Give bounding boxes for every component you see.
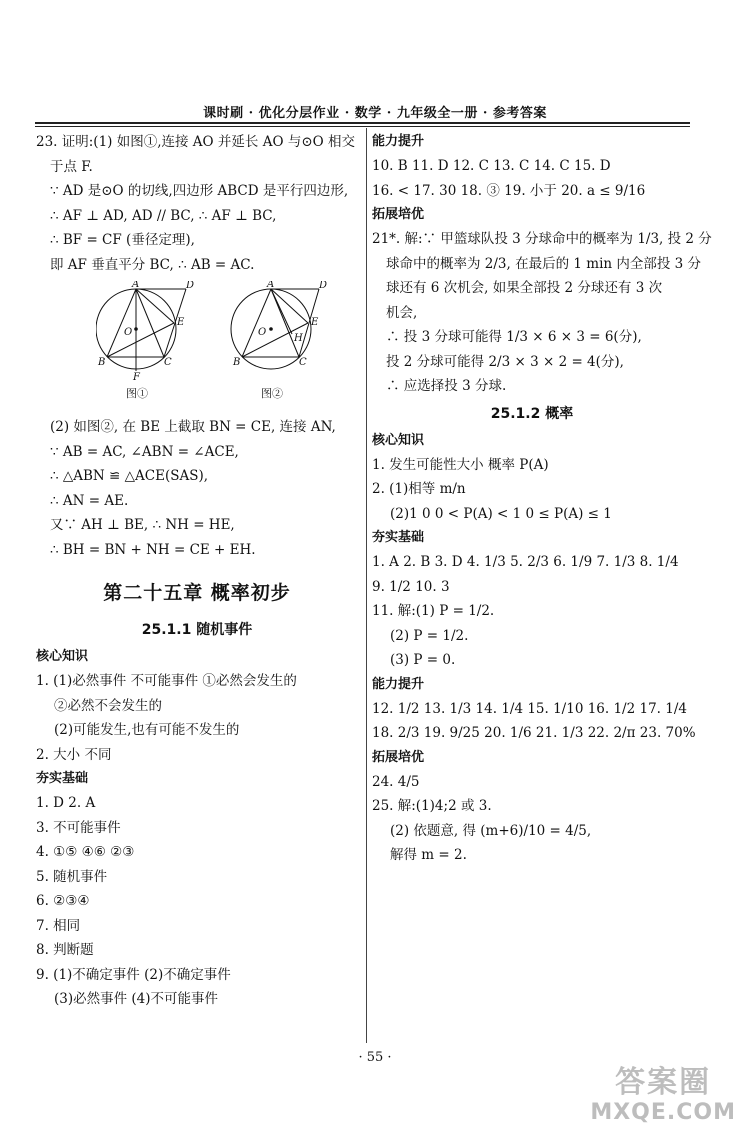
label-f: F — [133, 372, 140, 383]
ext-line: ∴ 投 3 分球可能得 1/3 × 6 × 3 = 6(分), — [386, 329, 642, 345]
extension-title: 拓展培优 — [372, 207, 425, 222]
basic-line: (3)必然事件 (4)不可能事件 — [54, 991, 219, 1007]
label-d-2: D — [319, 281, 328, 291]
page-header: 课时刷 · 优化分层作业 · 数学 · 九年级全一册 · 参考答案 — [203, 106, 547, 121]
basic2-line: 9. 1/2 10. 3 — [372, 578, 450, 595]
extension-title-2: 拓展培优 — [372, 749, 425, 765]
basic-line: 4. ①⑤ ④⑥ ②③ — [36, 844, 135, 860]
geometry-figures — [36, 281, 358, 413]
core-knowledge-title-2: 核心知识 — [372, 432, 425, 448]
ability-title-2: 能力提升 — [372, 676, 425, 692]
label-a-2: A — [267, 281, 275, 290]
ext-line: 球还有 6 次机会, 如果全部投 2 分球还有 3 次 — [386, 280, 663, 296]
core-line: 2. 大小 不同 — [36, 746, 112, 763]
core-line: 1. (1)必然事件 不可能事件 ①必然会发生的 — [36, 673, 297, 689]
ability-title: 能力提升 — [372, 134, 425, 149]
watermark-line2: MXQE.COM — [590, 1100, 736, 1125]
column-divider — [366, 128, 367, 1043]
basic-line: 7. 相同 — [36, 917, 81, 934]
q23-line: ∵ AD 是⊙O 的切线,四边形 ABCD 是平行四边形, — [50, 183, 349, 199]
section-title: 25.1.1 随机事件 — [141, 622, 253, 638]
left-column — [36, 130, 358, 1012]
watermark-line1: 答案圈 — [615, 1065, 712, 1100]
basic2-line: 1. A 2. B 3. D 4. 1/3 5. 2/3 6. 1/9 7. 1/3 8. 1/4 — [372, 554, 679, 570]
q23b-line: ∵ AB = AC, ∠ABN = ∠ACE, — [50, 443, 239, 460]
label-b-2: B — [233, 357, 241, 368]
basic-line: 8. 判断题 — [36, 942, 94, 958]
basic2-line: 11. 解:(1) P = 1/2. — [372, 603, 495, 619]
core-line: (2)可能发生,也有可能不发生的 — [54, 722, 240, 738]
ext-line: 投 2 分球可能得 2/3 × 3 × 2 = 4(分), — [386, 353, 624, 370]
ability-line: 10. B 11. D 12. C 13. C 14. C 15. D — [372, 158, 611, 174]
core2-line: 2. (1)相等 m/n — [372, 481, 466, 497]
watermark-logo — [590, 1065, 736, 1128]
basic-line: 3. 不可能事件 — [36, 819, 121, 836]
ability2-line: 18. 2/3 19. 9/25 20. 1/6 21. 1/3 22. 2/π 23. 70% — [372, 725, 696, 741]
basic-line: 1. D 2. A — [36, 795, 96, 811]
header-rule-thin — [35, 126, 690, 127]
label-e: E — [177, 317, 185, 328]
fig2-caption: 图② — [261, 387, 283, 400]
ability-line: 16. < 17. 30 18. ③ 19. 小于 20. a ≤ 9/16 — [372, 182, 646, 199]
label-c: C — [164, 357, 172, 368]
q23-line: ∴ BF = CF (垂径定理), — [50, 232, 195, 248]
ext2-line: 24. 4/5 — [372, 773, 420, 790]
q23b-line: ∴ △ABN ≌ △ACE(SAS), — [50, 468, 209, 484]
ext2-line: (2) 依题意, 得 (m+6)/10 = 4/5, — [390, 822, 592, 839]
q23b-line: 又∵ AH ⊥ BE, ∴ NH = HE, — [50, 517, 235, 533]
basic2-line: (2) P = 1/2. — [390, 627, 469, 644]
ability2-line: 12. 1/2 13. 1/3 14. 1/4 15. 1/10 16. 1/2 17. 1/4 — [372, 700, 687, 717]
q23-line: 于点 F. — [50, 158, 93, 175]
basic-title-2: 夯实基础 — [372, 530, 425, 545]
label-o: O — [124, 327, 133, 338]
q23-line: 即 AF 垂直平分 BC, ∴ AB = AC. — [50, 256, 255, 273]
ext-line: 机会, — [386, 304, 418, 321]
q23b-line: ∴ AN = AE. — [50, 492, 129, 509]
ext-line: ∴ 应选择投 3 分球. — [386, 378, 507, 394]
label-a: A — [132, 281, 140, 290]
page-number: · 55 · — [358, 1050, 392, 1065]
q23-line: 23. 证明:(1) 如图①,连接 AO 并延长 AO 与⊙O 相交 — [36, 134, 355, 150]
right-column — [372, 130, 712, 868]
ext-line: 球命中的概率为 2/3, 在最后的 1 min 内全部投 3 分 — [386, 255, 702, 272]
basic-line: 6. ②③④ — [36, 893, 90, 909]
chapter-title: 第二十五章 概率初步 — [103, 582, 291, 604]
label-b: B — [98, 357, 106, 368]
q23b-line: (2) 如图②, 在 BE 上截取 BN = CE, 连接 AN, — [50, 419, 336, 435]
basic-title: 夯实基础 — [36, 771, 89, 786]
q23b-line: ∴ BH = BN + NH = CE + EH. — [50, 541, 256, 558]
basic2-line: (3) P = 0. — [390, 652, 456, 668]
label-o-2: O — [258, 327, 267, 338]
core-line: ②必然不会发生的 — [54, 697, 162, 714]
ext2-line: 25. 解:(1)4;2 或 3. — [372, 798, 492, 814]
basic-line: 5. 随机事件 — [36, 868, 108, 885]
q23-line: ∴ AF ⊥ AD, AD // BC, ∴ AF ⊥ BC, — [50, 207, 277, 224]
header-rule — [35, 122, 690, 124]
label-d: D — [186, 281, 195, 291]
label-h-2: H — [294, 333, 303, 344]
label-c-2: C — [299, 357, 307, 368]
core2-line: 1. 发生可能性大小 概率 P(A) — [372, 456, 549, 473]
ext-line: 21*. 解:∵ 甲篮球队投 3 分球命中的概率为 1/3, 投 2 分 — [372, 231, 712, 247]
core2-line: (2)1 0 0 < P(A) < 1 0 ≤ P(A) ≤ 1 — [390, 505, 612, 522]
circle-figures-svg — [96, 281, 336, 413]
basic-line: 9. (1)不确定事件 (2)不确定事件 — [36, 966, 231, 983]
core-knowledge-title: 核心知识 — [36, 649, 89, 664]
ext2-line: 解得 m = 2. — [390, 847, 467, 863]
section-title-2: 25.1.2 概率 — [490, 405, 574, 422]
fig1-caption: 图① — [126, 387, 148, 400]
label-e-2: E — [311, 317, 319, 328]
